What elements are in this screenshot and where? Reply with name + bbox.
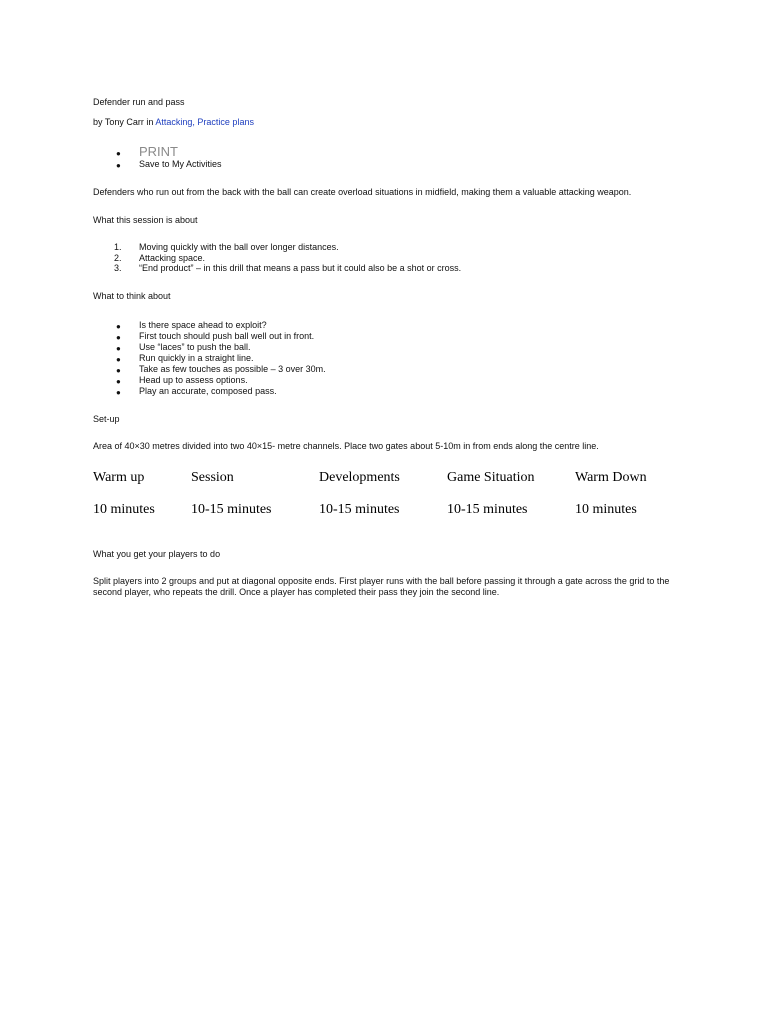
think-heading: What to think about	[93, 291, 171, 301]
page-title: Defender run and pass	[93, 97, 185, 107]
category-link-practice-plans[interactable]: Practice plans	[197, 117, 254, 127]
list-item: Is there space ahead to exploit?	[139, 320, 267, 330]
bullet-icon: ●	[116, 161, 121, 170]
table-header-cell: Warm up	[93, 470, 145, 485]
table-cell: 10 minutes	[93, 502, 155, 517]
list-number: 1.	[114, 242, 122, 252]
table-header-cell: Session	[191, 470, 234, 485]
table-header-cell: Warm Down	[575, 470, 647, 485]
about-heading: What this session is about	[93, 215, 198, 225]
setup-heading: Set-up	[93, 414, 120, 424]
table-cell: 10 minutes	[575, 502, 637, 517]
table-cell: 10-15 minutes	[447, 502, 528, 517]
list-item: “End product” – in this drill that means a pass but it could also be a shot or cross.	[139, 263, 462, 273]
table-header-cell: Game Situation	[447, 470, 535, 485]
list-item: Attacking space.	[139, 253, 206, 263]
list-number: 2.	[114, 253, 122, 263]
list-item: Moving quickly with the ball over longer distances.	[139, 242, 339, 252]
byline	[93, 117, 254, 128]
intro-paragraph: Defenders who run out from the back with the ball can create overload situations in midfield, making them a valuable attacking weapon.	[93, 187, 632, 197]
bullet-icon: ●	[116, 322, 121, 331]
byline-prefix: by Tony Carr in	[93, 117, 156, 127]
bullet-icon: ●	[116, 377, 121, 386]
table-header-cell: Developments	[319, 470, 400, 485]
category-link-attacking[interactable]: Attacking	[155, 117, 193, 127]
table-cell: 10-15 minutes	[191, 502, 272, 517]
bullet-icon: ●	[116, 388, 121, 397]
print-link[interactable]: PRINT	[139, 144, 178, 159]
bullet-icon: ●	[116, 344, 121, 353]
bullet-icon: ●	[116, 355, 121, 364]
bullet-icon: ●	[116, 366, 121, 375]
list-item: Head up to assess options.	[139, 375, 248, 385]
list-item: Run quickly in a straight line.	[139, 353, 254, 363]
bullet-icon: ●	[116, 333, 121, 342]
players-paragraph: Split players into 2 groups and put at diagonal opposite ends. First player runs with the ball before passing it through a gate across the grid to the second player, who repeats the drill. Once a player has completed their pass they join the second line.	[93, 576, 670, 597]
players-heading: What you get your players to do	[93, 549, 221, 559]
byline-separator: ,	[192, 117, 198, 127]
save-to-activities-link[interactable]: Save to My Activities	[139, 159, 222, 169]
bullet-icon: ●	[116, 149, 121, 158]
list-number: 3.	[114, 263, 122, 273]
list-item: Use “laces” to push the ball.	[139, 342, 251, 352]
list-item: Take as few touches as possible – 3 over 30m.	[139, 364, 326, 374]
list-item: First touch should push ball well out in front.	[139, 331, 315, 341]
table-cell: 10-15 minutes	[319, 502, 400, 517]
setup-paragraph: Area of 40×30 metres divided into two 40×15- metre channels. Place two gates about 5-10m in from ends along the centre line.	[93, 441, 599, 451]
list-item: Play an accurate, composed pass.	[139, 386, 277, 396]
